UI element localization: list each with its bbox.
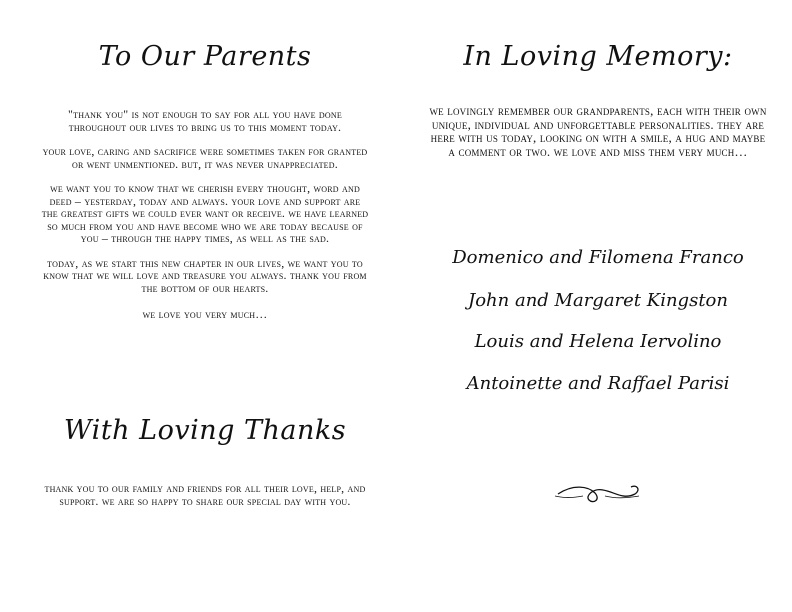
parents-message: [40, 108, 370, 321]
parents-paragraph-3: we want you to know that we cherish every thought, word and deed – yesterday, today and always. your love and support are the greatest gifts we could ever want or receive. we have learned so much from you and have become who we are today because of you – through the happy times, as well as the sad.: [41, 181, 369, 245]
parents-paragraph-2: your love, caring and sacrifice were sometimes taken for granted or went unmentioned. but, it was never unappreciated.: [42, 144, 368, 171]
grandparents-name-4: Antoinette and Raffael Parisi: [466, 373, 730, 394]
grandparents-name-3: Louis and Helena Iervolino: [474, 331, 722, 352]
memory-message: we lovingly remember our grandparents, each with their own unique, individual and unforgettable personalities. they are here with us today, looking on with a smile, a hug and maybe a comment or two. we love and miss them very much…: [429, 103, 767, 159]
grandparents-name-1: Domenico and Filomena Franco: [452, 247, 744, 268]
with-loving-thanks-heading: With Loving Thanks: [63, 415, 347, 446]
grandparents-list: [418, 0, 778, 612]
flourish-ornament-icon: [553, 478, 643, 508]
in-loving-memory-heading: In Loving Memory:: [463, 41, 733, 72]
left-panel: [40, 0, 370, 612]
parents-closing: we love you very much…: [142, 307, 268, 321]
to-our-parents-heading: To Our Parents: [98, 41, 312, 72]
thanks-message: thank you to our family and friends for all their love, help, and support. we are so happy to share our special day with you.: [44, 481, 366, 508]
grandparents-name-2: John and Margaret Kingston: [468, 290, 728, 311]
parents-paragraph-1: "thank you" is not enough to say for all you have done throughout our lives to bring us to this moment today.: [68, 107, 342, 134]
parents-paragraph-4: today, as we start this new chapter in our lives, we want you to know that we will love and treasure you always. thank you from the bottom of our hearts.: [43, 255, 367, 295]
right-panel: [418, 0, 778, 612]
